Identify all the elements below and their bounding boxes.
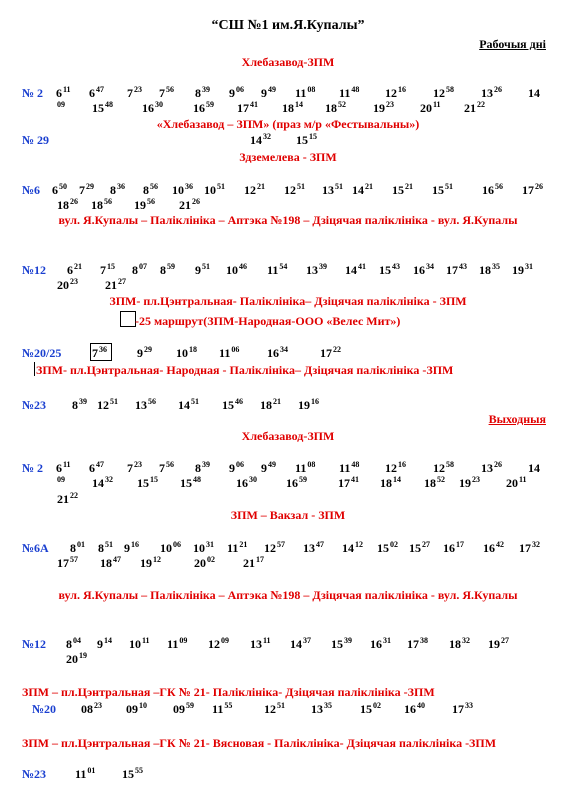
wd-r6-number: №6 — [22, 183, 41, 197]
departure-time: $12^{09}$ — [208, 636, 229, 651]
wd-r20-heading: ЗПМ- пл.Цэнтральная- Паліклініка– Дзіцячая паліклініка - ЗПМ — [109, 294, 467, 308]
we-r23-heading: ЗПМ – пл.Цэнтральная –ГК № 21- Вясновая - Паліклініка- Дзіцячая паліклініка -ЗПМ — [22, 736, 497, 750]
departure-time: $17^{57}$ — [57, 555, 78, 570]
departure-time: $15^{51}$ — [432, 182, 453, 197]
departure-time: $12^{58}$ — [433, 460, 454, 475]
departure-time: $6^{11}$ — [56, 460, 71, 475]
departure-time: $16^{40}$ — [404, 701, 425, 716]
departure-time: $13^{39}$ — [306, 262, 327, 277]
departure-time: $16^{56}$ — [482, 182, 503, 197]
departure-time: $8^{39}$ — [72, 397, 87, 412]
departure-time: $18^{47}$ — [100, 555, 121, 570]
departure-time: $9^{14}$ — [97, 636, 112, 651]
departure-time: $11^{48}$ — [339, 85, 360, 100]
departure-time: $17^{41}$ — [338, 475, 359, 490]
departure-time: $16^{59}$ — [286, 475, 307, 490]
departure-time: $18^{52}$ — [325, 100, 346, 115]
departure-time: $18^{14}$ — [282, 100, 303, 115]
departure-time: $08^{23}$ — [81, 701, 102, 716]
departure-time: $12^{58}$ — [433, 85, 454, 100]
departure-time: $21^{17}$ — [243, 555, 264, 570]
we-r2-number: № 2 — [22, 461, 44, 475]
departure-time: $18^{35}$ — [479, 262, 500, 277]
we-r6a-number: №6А — [22, 541, 49, 555]
departure-time: $15^{48}$ — [180, 475, 201, 490]
wd-r20-number: №20/25 — [22, 346, 62, 360]
departure-time: $8^{07}$ — [132, 262, 147, 277]
departure-time: $11^{21}$ — [227, 540, 248, 555]
departure-time: $8^{36}$ — [110, 182, 125, 197]
departure-time: $9^{49}$ — [261, 85, 276, 100]
wd-r23-number: №23 — [22, 398, 47, 412]
departure-time: $11^{54}$ — [267, 262, 288, 277]
text-cursor — [34, 362, 35, 376]
departure-time: $9^{49}$ — [261, 460, 276, 475]
wd-r2-number: № 2 — [22, 86, 44, 100]
departure-time: $6^{11}$ — [56, 85, 71, 100]
departure-time: $9^{06}$ — [229, 460, 244, 475]
departure-time: $7^{23}$ — [127, 460, 142, 475]
departure-time: $15^{02}$ — [377, 540, 398, 555]
departure-time: $11^{09}$ — [167, 636, 188, 651]
departure-time: $7^{23}$ — [127, 85, 142, 100]
we-r20-number: №20 — [32, 702, 57, 716]
wd-r6-heading: Здземелева - ЗПМ — [239, 150, 337, 164]
departure-time: $6^{47}$ — [89, 460, 104, 475]
departure-time: $13^{26}$ — [481, 460, 502, 475]
departure-time: $10^{51}$ — [204, 182, 225, 197]
departure-time: $19^{31}$ — [512, 262, 533, 277]
departure-time: $20^{23}$ — [57, 277, 78, 292]
departure-time: $18^{56}$ — [91, 197, 112, 212]
departure-time: $10^{31}$ — [193, 540, 214, 555]
departure-time: $12^{16}$ — [385, 85, 406, 100]
wd-r25-route: ЗПМ- пл.Цэнтральная- Народная - Паліклініка– Дзіцячая паліклініка -ЗПМ — [36, 363, 454, 377]
we-r12-heading: вул. Я.Купалы – Паліклініка – Аптэка №198 – Дзіцячая паліклініка - вул. Я.Купалы — [58, 588, 518, 602]
we-r20-heading: ЗПМ – пл.Цэнтральная –ГК № 21- Паліклініка- Дзіцячая паліклініка -ЗПМ — [22, 685, 435, 699]
checkbox-square — [120, 311, 136, 327]
departure-time: $13^{35}$ — [311, 701, 332, 716]
departure-time: $16^{30}$ — [142, 100, 163, 115]
departure-time: $9^{16}$ — [124, 540, 139, 555]
departure-time: $18^{21}$ — [260, 397, 281, 412]
departure-time: $10^{18}$ — [176, 345, 197, 360]
departure-time: $15^{21}$ — [392, 182, 413, 197]
departure-time: $9^{29}$ — [137, 345, 152, 360]
departure-time: $14^{32}$ — [92, 475, 113, 490]
departure-time: $8^{56}$ — [143, 182, 158, 197]
wd-r20-note: -25 маршрут(ЗПМ-Народная-ООО «Велес Мит») — [135, 314, 401, 328]
departure-time: $21^{26}$ — [179, 197, 200, 212]
departure-time: $14^{37}$ — [290, 636, 311, 651]
departure-time: $13^{26}$ — [481, 85, 502, 100]
departure-time: $7^{15}$ — [100, 262, 115, 277]
departure-time: $13^{11}$ — [250, 636, 271, 651]
departure-time: $19^{27}$ — [488, 636, 509, 651]
wd-r2-subscript: 09 — [57, 100, 65, 109]
departure-time: $15^{39}$ — [331, 636, 352, 651]
departure-time: $8^{04}$ — [66, 636, 81, 651]
departure-time: $11^{08}$ — [295, 85, 316, 100]
departure-time: $20^{11}$ — [506, 475, 527, 490]
departure-time: $20^{19}$ — [66, 651, 87, 666]
departure-time: $21^{27}$ — [105, 277, 126, 292]
departure-time: $17^{41}$ — [237, 100, 258, 115]
departure-time: $17^{43}$ — [446, 262, 467, 277]
we-r6a-heading: ЗПМ – Вакзал - ЗПМ — [230, 508, 346, 522]
departure-time: $11^{48}$ — [339, 460, 360, 475]
departure-time: $18^{26}$ — [57, 197, 78, 212]
departure-time: $10^{11}$ — [129, 636, 150, 651]
departure-time: $8^{39}$ — [195, 85, 210, 100]
departure-time: $15^{15}$ — [296, 132, 317, 147]
we-r12-number: №12 — [22, 637, 47, 651]
departure-time: $19^{56}$ — [134, 197, 155, 212]
departure-time: $16^{30}$ — [236, 475, 257, 490]
departure-time: $10^{06}$ — [160, 540, 181, 555]
departure-time: $15^{48}$ — [92, 100, 113, 115]
departure-time: $12^{51}$ — [97, 397, 118, 412]
departure-time: $17^{26}$ — [522, 182, 543, 197]
departure-time: $18^{14}$ — [380, 475, 401, 490]
departure-time: $12^{57}$ — [264, 540, 285, 555]
departure-time: $12^{51}$ — [284, 182, 305, 197]
departure-time: $09^{10}$ — [126, 701, 147, 716]
departure-time: $8^{01}$ — [70, 540, 85, 555]
departure-time: $15^{46}$ — [222, 397, 243, 412]
weekend-label: Выходныя — [488, 412, 546, 426]
departure-time: $11^{08}$ — [295, 460, 316, 475]
departure-time: $21^{22}$ — [57, 491, 78, 506]
departure-time: $18^{32}$ — [449, 636, 470, 651]
departure-time: $16^{34}$ — [267, 345, 288, 360]
departure-time: $15^{55}$ — [122, 766, 143, 781]
departure-time: $14^{12}$ — [342, 540, 363, 555]
departure-time: 14 — [528, 86, 540, 100]
departure-time: $6^{21}$ — [67, 262, 82, 277]
departure-time: $16^{31}$ — [370, 636, 391, 651]
departure-time: $17^{38}$ — [407, 636, 428, 651]
wd-r2-heading: Хлебазавод-ЗПМ — [241, 55, 335, 69]
departure-time: $13^{56}$ — [135, 397, 156, 412]
departure-time: $11^{06}$ — [219, 345, 240, 360]
departure-time: $14^{41}$ — [345, 262, 366, 277]
weekday-label: Рабочыя дні — [479, 37, 546, 51]
departure-time: $15^{15}$ — [137, 475, 158, 490]
we-r2-subscript: 09 — [57, 475, 65, 484]
wd-r29-heading: «Хлебазавод – ЗПМ» (праз м/р «Фестывальны») — [156, 117, 420, 131]
departure-time: $10^{36}$ — [172, 182, 193, 197]
departure-time: $20^{02}$ — [194, 555, 215, 570]
departure-time: $17^{33}$ — [452, 701, 473, 716]
departure-time: $16^{17}$ — [443, 540, 464, 555]
departure-time: $7^{36}$ — [92, 345, 107, 360]
departure-time: $12^{51}$ — [264, 701, 285, 716]
departure-time: $15^{27}$ — [409, 540, 430, 555]
departure-time: $21^{22}$ — [464, 100, 485, 115]
page-title: “СШ №1 им.Я.Купалы” — [211, 18, 365, 33]
departure-time: $11^{01}$ — [75, 766, 96, 781]
departure-time: $14^{51}$ — [178, 397, 199, 412]
departure-time: $13^{47}$ — [303, 540, 324, 555]
departure-time: $8^{39}$ — [195, 460, 210, 475]
departure-time: $9^{51}$ — [195, 262, 210, 277]
departure-time: $16^{59}$ — [193, 100, 214, 115]
departure-time: $19^{16}$ — [298, 397, 319, 412]
departure-time: $14^{32}$ — [250, 132, 271, 147]
we-r2-heading: Хлебазавод-ЗПМ — [241, 429, 335, 443]
we-r23-number: №23 — [22, 767, 47, 781]
departure-time: $13^{51}$ — [322, 182, 343, 197]
departure-time: $7^{56}$ — [159, 85, 174, 100]
departure-time: $8^{51}$ — [98, 540, 113, 555]
departure-time: $19^{12}$ — [140, 555, 161, 570]
departure-time: $12^{21}$ — [244, 182, 265, 197]
departure-time: $20^{11}$ — [420, 100, 441, 115]
departure-time: $16^{34}$ — [413, 262, 434, 277]
departure-time: $11^{55}$ — [212, 701, 233, 716]
departure-time: $6^{50}$ — [52, 182, 67, 197]
departure-time: $15^{02}$ — [360, 701, 381, 716]
departure-time: $17^{32}$ — [519, 540, 540, 555]
wd-r12-number: №12 — [22, 263, 47, 277]
departure-time: $18^{52}$ — [424, 475, 445, 490]
departure-time: $16^{42}$ — [483, 540, 504, 555]
departure-time: $17^{22}$ — [320, 345, 341, 360]
departure-time: $10^{46}$ — [226, 262, 247, 277]
departure-time: $9^{06}$ — [229, 85, 244, 100]
departure-time: $7^{29}$ — [79, 182, 94, 197]
wd-r29-number: № 29 — [22, 133, 50, 147]
departure-time: $19^{23}$ — [373, 100, 394, 115]
departure-time: $19^{23}$ — [459, 475, 480, 490]
departure-time: $7^{56}$ — [159, 460, 174, 475]
departure-time: $8^{59}$ — [160, 262, 175, 277]
departure-time: $12^{16}$ — [385, 460, 406, 475]
departure-time: $14^{21}$ — [352, 182, 373, 197]
departure-time: $09^{59}$ — [173, 701, 194, 716]
wd-r12-heading: вул. Я.Купалы – Паліклініка – Аптэка №198 – Дзіцячая паліклініка - вул. Я.Купалы — [58, 213, 518, 227]
departure-time: $6^{47}$ — [89, 85, 104, 100]
departure-time: $15^{43}$ — [379, 262, 400, 277]
departure-time: 14 — [528, 461, 540, 475]
